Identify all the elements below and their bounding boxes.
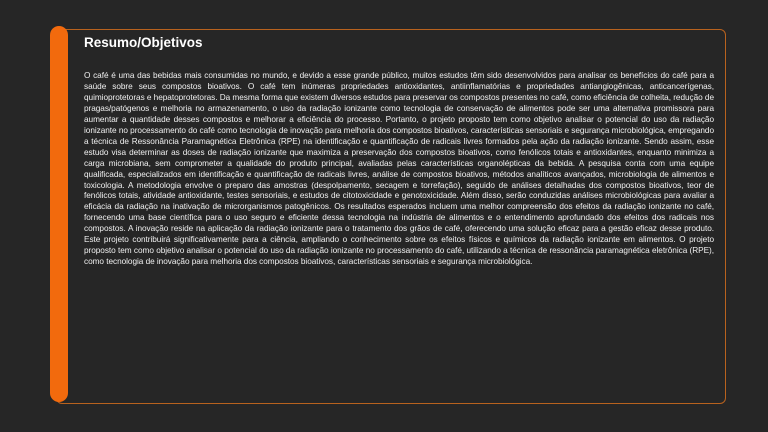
content-area xyxy=(84,34,714,268)
slide-title: Resumo/Objetivos xyxy=(84,35,203,50)
accent-bar xyxy=(50,26,68,402)
abstract-text: O café é uma das bebidas mais consumidas no mundo, e devido a esse grande público, muitos estudos têm sido desenvolvidos para analisar os benefícios do café para a saúde sobre seus compostos bioativos. O café tem inúmeras propriedades antioxidantes, antiinflamatórias e propriedades antiangiogênicas, anticancerígenas, quimioprotetoras e hepatoprotetoras. Da mesma forma que existem diversos estudos para preservar os compostos presentes no café, como eficiência de colheita, redução de pragas/patógenos e melhoria no armazenamento, o uso da radiação ionizante como tecnologia de conservação de alimentos pode ser uma alternativa promissora para aumentar a quantidade desses compostos e melhorar a eficiência do processo. Portanto, o projeto proposto tem como objetivo analisar o potencial do uso da radiação ionizante no processamento do café como tecnologia de inovação para melhoria dos compostos bioativos, características sensoriais e segurança microbiológica, empregando a técnica de Ressonância Paramagnética Eletrônica (RPE) na identificação e quantificação de radicais livres formados pela ação da radiação ionizante. Sendo assim, esse estudo visa determinar as doses de radiação ionizante que maximiza a preservação dos compostos bioativos, como fenólicos totais e antioxidantes, enquanto minimiza a carga microbiana, sem comprometer a qualidade do produto principal, avaliadas pelas características organolépticas da bebida. A pesquisa conta com uma equipe qualificada, especializados em identificação e quantificação de radicais livres, análise de compostos bioativos, métodos analíticos avançados, microbiologia de alimentos e toxicologia. A metodologia envolve o preparo das amostras (despolpamento, secagem e torrefação), seguido de análises detalhadas dos compostos bioativos, teor de fenólicos totais, atividade antioxidante, testes sensoriais, e estudos de citotoxicidade e genotoxicidade. Além disso, serão conduzidas análises microbiológicas para avaliar a eficácia da radiação na inativação de microrganismos patogênicos. Os resultados esperados incluem uma melhor compreensão dos efeitos da radiação ionizante no café, fornecendo uma base científica para o uso seguro e eficiente dessa tecnologia na indústria de alimentos e o entendimento aprofundado dos efeitos dos radicais nos compostos. A inovação reside na aplicação da radiação ionizante para o tratamento dos grãos de café, oferecendo uma solução eficaz para a gestão eficaz desse produto. Este projeto contribuirá significativamente para a ciência, ampliando o conhecimento sobre os efeitos físicos e químicos da radiação ionizante em alimentos. O projeto proposto tem como objetivo analisar o potencial do uso da radiação ionizante no processamento do café, utilizando a técnica de ressonância paramagnética eletrônica (RPE), como tecnologia de inovação para melhoria dos compostos bioativos, características sensoriais e segurança microbiológica. xyxy=(84,71,714,267)
